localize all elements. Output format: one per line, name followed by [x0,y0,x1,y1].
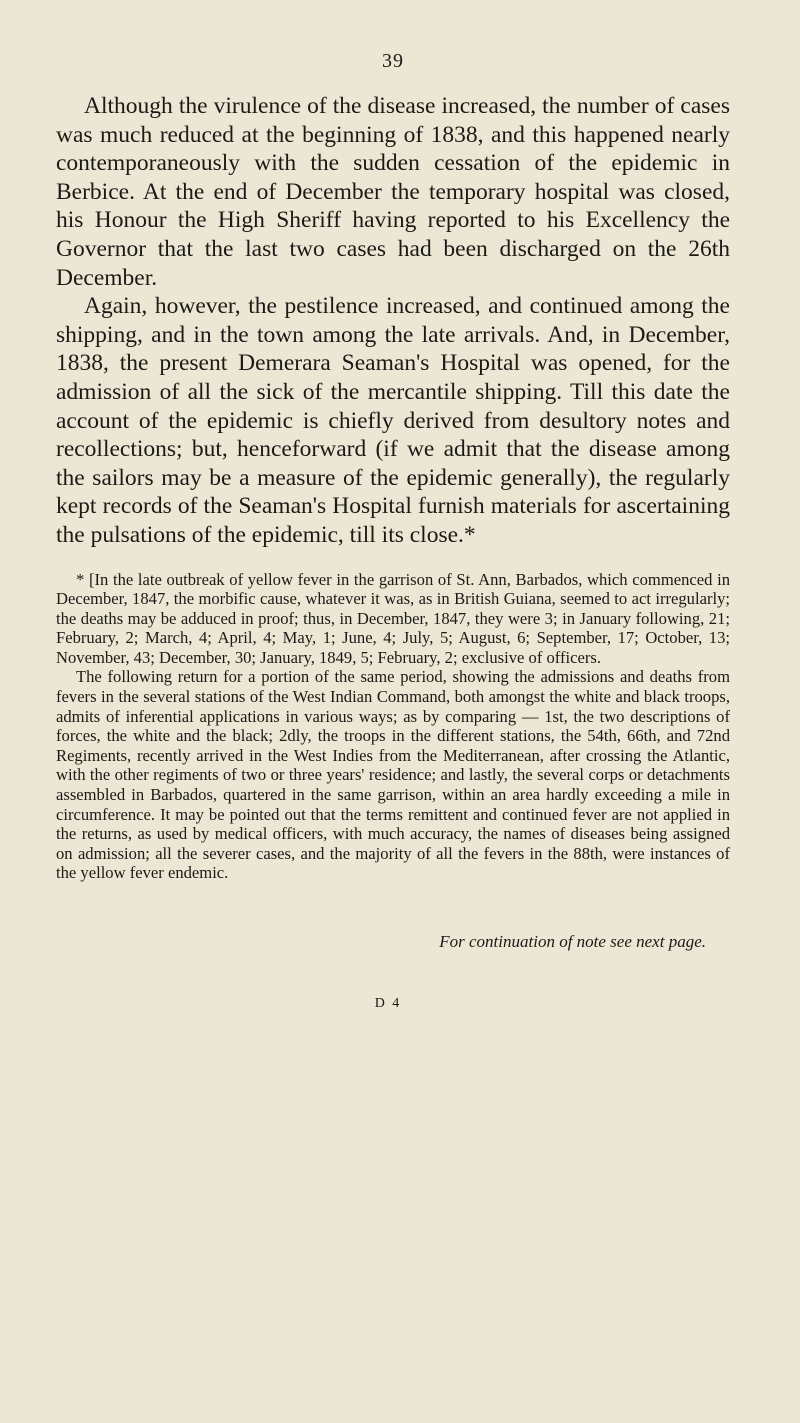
footnote-paragraph-2: The following return for a portion of the same period, showing the admissions and deaths from fevers in the several stations of the West Indian Command, both amongst the white and black troops, admits of inferential applications in various ways; as by comparing — 1st, the two descriptions of forces, the white and the black; 2dly, the troops in the different stations, the 54th, 66th, and 72nd Regiments, recently arrived in the West Indies from the Mediterranean, after crossing the Atlantic, with the other regiments of two or three years' residence; and lastly, the several corps or detachments assembled in Barbados, quartered in the same garrison, within an area hardly exceeding a mile in circumference. It may be pointed out that the terms remittent and continued fever are not applied in the returns, as used by medical officers, with much accuracy, the names of diseases being assigned on admission; all the severer cases, and the majority of all the fevers in the 88th, were instances of the yellow fever endemic. [56,667,730,883]
paragraph-1: Although the virulence of the disease increased, the number of cases was much reduced at the beginning of 1838, and this happened nearly contemporaneously with the sudden cessation of the epidemic in Berbice. At the end of December the temporary hospital was closed, his Honour the High Sheriff having reported to his Excellency the Governor that the last two cases had been discharged on the 26th December. [56,93,730,291]
paragraph-2: Again, however, the pestilence increased, and continued among the shipping, and in the town among the late arrivals. And, in December, 1838, the present Demerara Seaman's Hospital was opened, for the admission of all the sick of the mercantile shipping. Till this date the account of the epidemic is chiefly derived from desultory notes and recollections; but, henceforward (if we admit that the disease among the sailors may be a measure of the epidemic generally), the regularly kept records of the Seaman's Hospital furnish materials for ascertaining the pulsations of the epidemic, till its close.* [56,293,730,548]
main-text [56,92,730,550]
continuation-note: For continuation of note see next page. [439,932,706,951]
footnote-paragraph-1: * [In the late outbreak of yellow fever in the garrison of St. Ann, Barbados, which commenced in December, 1847, the morbific cause, whatever it was, as in British Guiana, seemed to act irregularly; the deaths may be adduced in proof; thus, in December, 1847, they were 3; in January following, 21; February, 2; March, 4; April, 4; May, 1; June, 4; July, 5; August, 6; September, 17; October, 13; November, 43; December, 30; January, 1849, 5; February, 2; exclusive of officers. [56,569,730,667]
signature-mark: D 4 [374,996,402,1011]
footnote [56,570,730,884]
page-number: 39 [382,50,404,72]
